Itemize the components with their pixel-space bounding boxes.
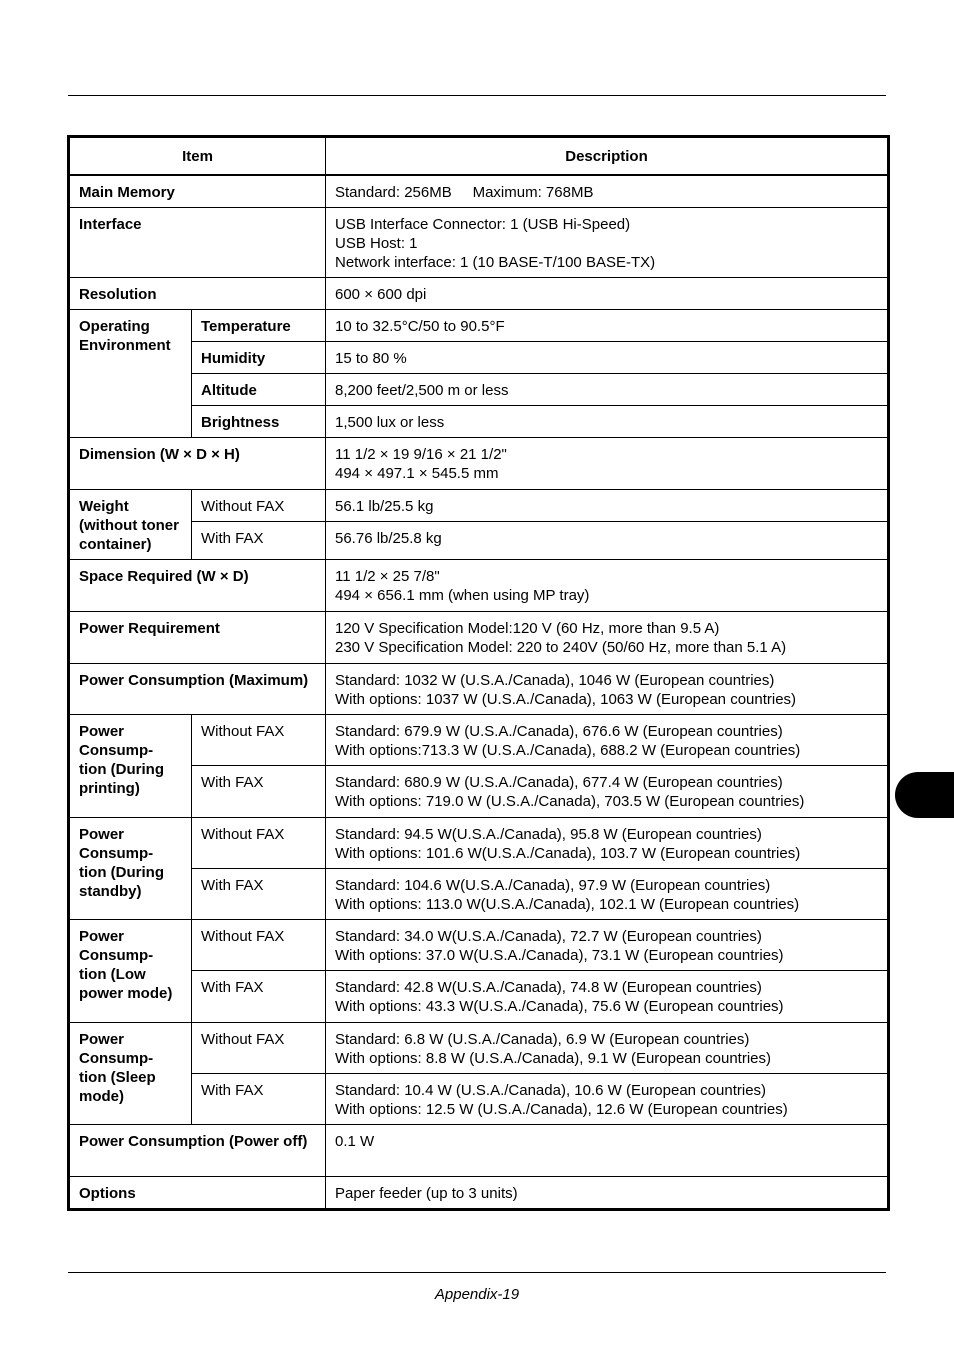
row-value-options: Paper feeder (up to 3 units) bbox=[326, 1176, 889, 1209]
table-row bbox=[69, 611, 889, 663]
value-line: Standard: 34.0 W(U.S.A./Canada), 72.7 W (European countries) bbox=[335, 927, 762, 945]
value-line: With options: 101.6 W(U.S.A./Canada), 103.7 W (European countries) bbox=[335, 844, 801, 862]
row-label-resolution: Resolution bbox=[69, 277, 326, 309]
table-row bbox=[69, 970, 889, 1022]
table-row bbox=[69, 437, 889, 489]
interface-line: USB Host: 1 bbox=[335, 234, 418, 252]
row-label-power-consumption-max: Power Consumption (Maximum) bbox=[69, 663, 326, 714]
row-value-interface bbox=[326, 207, 889, 277]
table-row bbox=[69, 1022, 889, 1073]
value-line: Standard: 6.8 W (U.S.A./Canada), 6.9 W (European countries) bbox=[335, 1030, 750, 1048]
power-req-line: 230 V Specification Model: 220 to 240V (50/60 Hz, more than 5.1 A) bbox=[335, 638, 787, 656]
value-line: With options: 113.0 W(U.S.A./Canada), 102.1 W (European countries) bbox=[335, 895, 800, 913]
value-line: With options:713.3 W (U.S.A./Canada), 688.2 W (European countries) bbox=[335, 741, 801, 759]
sub-label-with-fax: With FAX bbox=[192, 765, 326, 817]
footer-rule bbox=[68, 1272, 886, 1273]
row-value-brightness: 1,500 lux or less bbox=[326, 405, 889, 437]
row-value-altitude: 8,200 feet/2,500 m or less bbox=[326, 373, 889, 405]
row-label-power-low: Power Consump- tion (Low power mode) bbox=[69, 919, 192, 1022]
value-line: Standard: 104.6 W(U.S.A./Canada), 97.9 W (European countries) bbox=[335, 876, 771, 894]
specifications-table bbox=[67, 135, 890, 1211]
row-label-power-standby: Power Consump- tion (During standby) bbox=[69, 817, 192, 919]
row-value-main-memory: Standard: 256MB Maximum: 768MB bbox=[326, 175, 889, 208]
sub-label-without-fax: Without FAX bbox=[192, 1022, 326, 1073]
sub-label-without-fax: Without FAX bbox=[192, 919, 326, 970]
sub-label-with-fax: With FAX bbox=[192, 1073, 326, 1124]
power-max-line: With options: 1037 W (U.S.A./Canada), 1063 W (European countries) bbox=[335, 690, 797, 708]
sub-label-brightness: Brightness bbox=[192, 405, 326, 437]
space-line: 494 × 656.1 mm (when using MP tray) bbox=[335, 586, 590, 604]
sub-label-altitude: Altitude bbox=[192, 373, 326, 405]
dimension-line: 11 1/2 × 19 9/16 × 21 1/2" bbox=[335, 445, 507, 463]
sub-label-with-fax: With FAX bbox=[192, 970, 326, 1022]
row-value-power-requirement bbox=[326, 611, 889, 663]
row-value-dimension bbox=[326, 437, 889, 489]
row-value-temperature: 10 to 32.5°C/50 to 90.5°F bbox=[326, 309, 889, 341]
table-row bbox=[69, 919, 889, 970]
row-label-options: Options bbox=[69, 1176, 326, 1209]
row-value-humidity: 15 to 80 % bbox=[326, 341, 889, 373]
value-line: With options: 719.0 W (U.S.A./Canada), 703.5 W (European countries) bbox=[335, 792, 805, 810]
chapter-tab-marker bbox=[895, 772, 954, 818]
value-line: With options: 43.3 W(U.S.A./Canada), 75.6 W (European countries) bbox=[335, 997, 784, 1015]
table-row bbox=[69, 714, 889, 765]
table-row bbox=[69, 373, 889, 405]
row-value-weight-without-fax: 56.1 lb/25.5 kg bbox=[326, 489, 889, 521]
row-label-power-printing: Power Consump- tion (During printing) bbox=[69, 714, 192, 817]
table-header-row bbox=[69, 137, 889, 175]
table-row bbox=[69, 207, 889, 277]
interface-line: Network interface: 1 (10 BASE-T/100 BASE-TX) bbox=[335, 253, 656, 271]
row-value-standby-without-fax bbox=[326, 817, 889, 868]
sub-label-without-fax: Without FAX bbox=[192, 489, 326, 521]
row-value-power-consumption-max bbox=[326, 663, 889, 714]
table-row bbox=[69, 405, 889, 437]
table-row bbox=[69, 341, 889, 373]
table-row bbox=[69, 1073, 889, 1124]
value-line: With options: 37.0 W(U.S.A./Canada), 73.1 W (European countries) bbox=[335, 946, 784, 964]
value-line: With options: 12.5 W (U.S.A./Canada), 12.6 W (European countries) bbox=[335, 1100, 788, 1118]
row-label-operating-environment: Operating Environment bbox=[69, 309, 192, 437]
row-label-power-requirement: Power Requirement bbox=[69, 611, 326, 663]
table-row bbox=[69, 277, 889, 309]
row-value-resolution: 600 × 600 dpi bbox=[326, 277, 889, 309]
row-value-printing-with-fax bbox=[326, 765, 889, 817]
sub-label-without-fax: Without FAX bbox=[192, 714, 326, 765]
row-value-sleep-with-fax bbox=[326, 1073, 889, 1124]
row-label-space-required: Space Required (W × D) bbox=[69, 559, 326, 611]
header-rule bbox=[68, 95, 886, 96]
value-line: Standard: 42.8 W(U.S.A./Canada), 74.8 W (European countries) bbox=[335, 978, 762, 996]
table-row bbox=[69, 309, 889, 341]
table-row bbox=[69, 663, 889, 714]
interface-line: USB Interface Connector: 1 (USB Hi-Speed) bbox=[335, 215, 631, 233]
table-row bbox=[69, 868, 889, 919]
space-line: 11 1/2 × 25 7/8" bbox=[335, 567, 440, 585]
table-row bbox=[69, 1124, 889, 1176]
row-value-power-off: 0.1 W bbox=[326, 1124, 889, 1176]
column-header-item: Item bbox=[69, 137, 326, 175]
row-value-weight-with-fax: 56.76 lb/25.8 kg bbox=[326, 521, 889, 559]
power-req-line: 120 V Specification Model:120 V (60 Hz, more than 9.5 A) bbox=[335, 619, 720, 637]
row-label-power-off: Power Consumption (Power off) bbox=[69, 1124, 326, 1176]
value-line: Standard: 94.5 W(U.S.A./Canada), 95.8 W (European countries) bbox=[335, 825, 762, 843]
row-value-standby-with-fax bbox=[326, 868, 889, 919]
value-line: Standard: 10.4 W (U.S.A./Canada), 10.6 W (European countries) bbox=[335, 1081, 767, 1099]
row-value-sleep-without-fax bbox=[326, 1022, 889, 1073]
sub-label-with-fax: With FAX bbox=[192, 868, 326, 919]
page-number-label: Appendix-19 bbox=[434, 1286, 520, 1303]
row-label-weight: Weight (without toner container) bbox=[69, 489, 192, 559]
row-value-low-without-fax bbox=[326, 919, 889, 970]
table-row bbox=[69, 489, 889, 521]
row-value-low-with-fax bbox=[326, 970, 889, 1022]
table-row bbox=[69, 175, 889, 208]
table-row bbox=[69, 521, 889, 559]
sub-label-humidity: Humidity bbox=[192, 341, 326, 373]
table-row bbox=[69, 559, 889, 611]
sub-label-temperature: Temperature bbox=[192, 309, 326, 341]
table-row bbox=[69, 817, 889, 868]
sub-label-with-fax: With FAX bbox=[192, 521, 326, 559]
value-line: Standard: 680.9 W (U.S.A./Canada), 677.4 W (European countries) bbox=[335, 773, 783, 791]
sub-label-without-fax: Without FAX bbox=[192, 817, 326, 868]
power-max-line: Standard: 1032 W (U.S.A./Canada), 1046 W (European countries) bbox=[335, 671, 775, 689]
table-row bbox=[69, 1176, 889, 1209]
row-label-main-memory: Main Memory bbox=[69, 175, 326, 208]
row-label-power-sleep: Power Consump- tion (Sleep mode) bbox=[69, 1022, 192, 1124]
column-header-description: Description bbox=[326, 137, 889, 175]
row-value-printing-without-fax bbox=[326, 714, 889, 765]
dimension-line: 494 × 497.1 × 545.5 mm bbox=[335, 464, 499, 482]
table-row bbox=[69, 765, 889, 817]
value-line: Standard: 679.9 W (U.S.A./Canada), 676.6 W (European countries) bbox=[335, 722, 783, 740]
row-label-dimension: Dimension (W × D × H) bbox=[69, 437, 326, 489]
row-label-interface: Interface bbox=[69, 207, 326, 277]
value-line: With options: 8.8 W (U.S.A./Canada), 9.1 W (European countries) bbox=[335, 1049, 772, 1067]
row-value-space-required bbox=[326, 559, 889, 611]
